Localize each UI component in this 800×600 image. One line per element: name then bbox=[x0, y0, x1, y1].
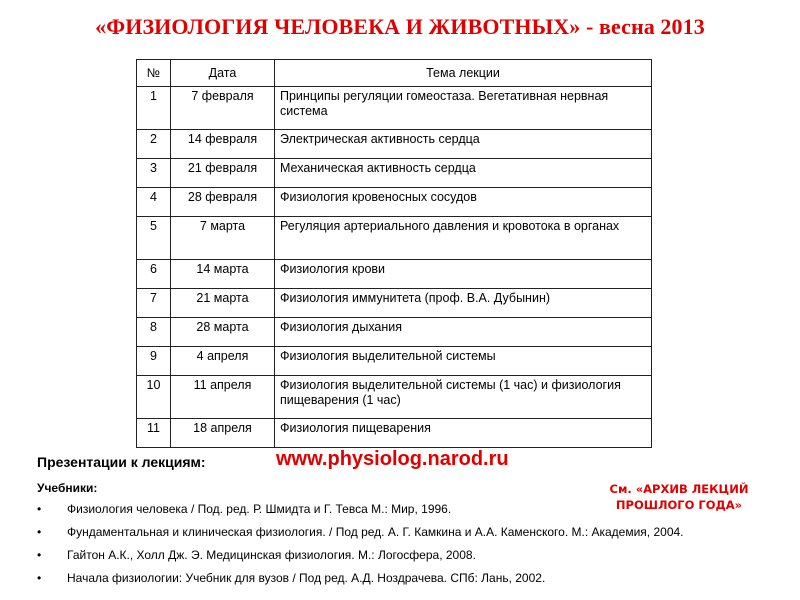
table-row bbox=[137, 260, 652, 289]
row-date: 7 февраля bbox=[171, 87, 275, 130]
list-item bbox=[37, 498, 684, 521]
row-number: 3 bbox=[137, 159, 171, 188]
row-topic: Физиология пищеварения bbox=[275, 419, 652, 448]
row-number: 7 bbox=[137, 289, 171, 318]
table-row bbox=[137, 217, 652, 260]
table-row bbox=[137, 159, 652, 188]
table-row bbox=[137, 188, 652, 217]
row-number: 5 bbox=[137, 217, 171, 260]
bullet-icon: • bbox=[37, 502, 42, 516]
row-date: 7 марта bbox=[171, 217, 275, 260]
row-topic: Регуляция артериального давления и кровотока в органах bbox=[275, 217, 652, 260]
textbooks-heading: Учебники: bbox=[37, 481, 98, 495]
row-date: 28 марта bbox=[171, 318, 275, 347]
presentations-link[interactable]: www.physiolog.narod.ru bbox=[276, 448, 509, 470]
row-number: 11 bbox=[137, 419, 171, 448]
row-date: 14 марта bbox=[171, 260, 275, 289]
table-row bbox=[137, 419, 652, 448]
header-number: № bbox=[137, 60, 171, 87]
row-date: 21 февраля bbox=[171, 159, 275, 188]
presentations-label: Презентации к лекциям: bbox=[37, 454, 206, 470]
row-topic: Электрическая активность сердца bbox=[275, 130, 652, 159]
row-topic: Физиология выделительной системы (1 час) и физиология пищеварения (1 час) bbox=[275, 376, 652, 419]
table-header-row bbox=[137, 60, 652, 87]
row-date: 14 февраля bbox=[171, 130, 275, 159]
textbook-title: Фундаментальная и клиническая физиология. / Под ред. А. Г. Камкина и А.А. Каменского. М.: Академия, 2004. bbox=[67, 525, 684, 539]
row-date: 4 апреля bbox=[171, 347, 275, 376]
row-number: 2 bbox=[137, 130, 171, 159]
header-date: Дата bbox=[171, 60, 275, 87]
bullet-icon: • bbox=[37, 525, 42, 539]
table-row bbox=[137, 87, 652, 130]
row-date: 21 марта bbox=[171, 289, 275, 318]
table-row bbox=[137, 376, 652, 419]
row-topic: Физиология крови bbox=[275, 260, 652, 289]
archive-note-line: См. «АРХИВ ЛЕКЦИЙ bbox=[609, 482, 749, 496]
row-number: 1 bbox=[137, 87, 171, 130]
bullet-icon: • bbox=[37, 571, 42, 585]
row-number: 10 bbox=[137, 376, 171, 419]
row-topic: Физиология кровеносных сосудов bbox=[275, 188, 652, 217]
row-number: 4 bbox=[137, 188, 171, 217]
row-topic: Физиология иммунитета (проф. В.А. Дубынин) bbox=[275, 289, 652, 318]
row-number: 8 bbox=[137, 318, 171, 347]
table-row bbox=[137, 130, 652, 159]
row-number: 9 bbox=[137, 347, 171, 376]
archive-note-line: ПРОШЛОГО ГОДА» bbox=[615, 498, 743, 512]
table-row bbox=[137, 289, 652, 318]
page-title: «ФИЗИОЛОГИЯ ЧЕЛОВЕКА И ЖИВОТНЫХ» - весна 2013 bbox=[95, 14, 705, 39]
textbook-title: Физиология человека / Под. ред. Р. Шмидта и Г. Тевса М.: Мир, 1996. bbox=[67, 502, 452, 516]
row-topic: Механическая активность сердца bbox=[275, 159, 652, 188]
row-topic: Принципы регуляции гомеостаза. Вегетативная нервная система bbox=[275, 87, 652, 130]
row-topic: Физиология дыхания bbox=[275, 318, 652, 347]
row-topic: Физиология выделительной системы bbox=[275, 347, 652, 376]
header-topic: Тема лекции bbox=[275, 60, 652, 87]
table-row bbox=[137, 347, 652, 376]
textbooks-list bbox=[37, 498, 684, 590]
list-item bbox=[37, 567, 684, 590]
row-date: 18 апреля bbox=[171, 419, 275, 448]
textbook-title: Начала физиологии: Учебник для вузов / Под ред. А.Д. Ноздрачева. СПб: Лань, 2002. bbox=[67, 571, 546, 585]
row-number: 6 bbox=[137, 260, 171, 289]
table-row bbox=[137, 318, 652, 347]
bullet-icon: • bbox=[37, 548, 42, 562]
archive-note bbox=[594, 481, 764, 513]
textbook-title: Гайтон А.К., Холл Дж. Э. Медицинская физиология. М.: Логосфера, 2008. bbox=[67, 548, 476, 562]
lecture-schedule-table bbox=[136, 59, 652, 448]
row-date: 11 апреля bbox=[171, 376, 275, 419]
list-item bbox=[37, 544, 684, 567]
list-item bbox=[37, 521, 684, 544]
row-date: 28 февраля bbox=[171, 188, 275, 217]
